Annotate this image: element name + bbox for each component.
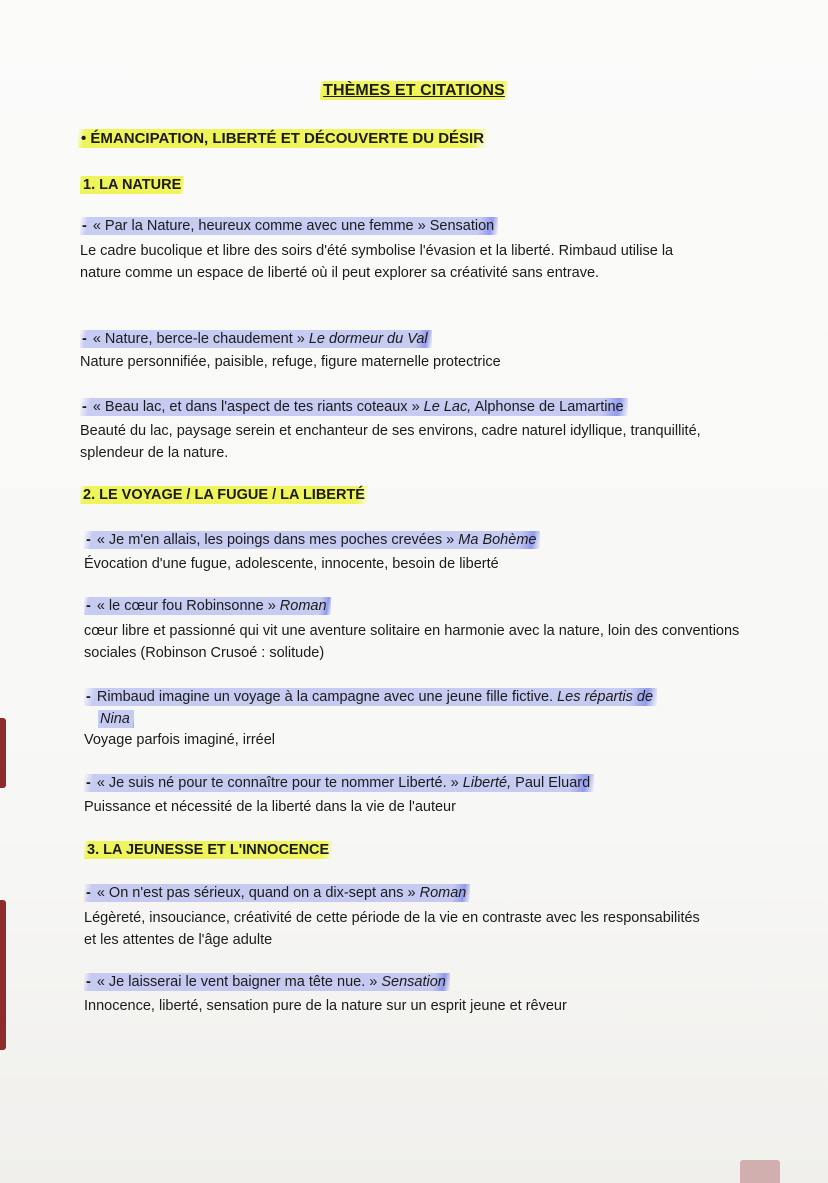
quote-explanation: Innocence, liberté, sensation pure de la nature sur un esprit jeune et rêveur [84, 998, 567, 1014]
page-edge-mark [740, 1160, 780, 1183]
quote-explanation: Nature personnifiée, paisible, refuge, figure maternelle protectrice [80, 354, 501, 370]
quote-item: - « Je suis né pour te connaître pour te nommer Liberté. » Liberté, Paul Eluard [84, 775, 594, 791]
quote-item: - « Je m'en allais, les poings dans mes poches crevées » Ma Bohème [84, 532, 540, 548]
page-title: THÈMES ET CITATIONS [0, 82, 828, 100]
quote-explanation: Le cadre bucolique et libre des soirs d'été symbolise l'évasion et la liberté. Rimbaud utilise la nature comme un espace de liberté où il peut explorer sa créativité sans entrave. [80, 243, 674, 281]
main-heading: • ÉMANCIPATION, LIBERTÉ ET DÉCOUVERTE DU DÉSIR [78, 130, 487, 147]
quote-explanation: Légèreté, insouciance, créativité de cette période de la vie en contraste avec les responsabilités et les attentes de l'âge adulte [84, 910, 700, 948]
quote-item: - « le cœur fou Robinsonne » Roman [84, 598, 331, 614]
quote-explanation: Puissance et nécessité de la liberté dans la vie de l'auteur [84, 799, 456, 815]
quote-item: - Rimbaud imagine un voyage à la campagne avec une jeune fille fictive. Les répartis de Nina [84, 686, 764, 730]
page-edge-mark [0, 900, 6, 1050]
quote-item: - « Par la Nature, heureux comme avec une femme » Sensation [80, 218, 498, 234]
quote-item: - « Nature, berce-le chaudement » Le dormeur du Val [80, 331, 432, 347]
section-heading-nature: 1. LA NATURE [80, 177, 184, 193]
quote-explanation: Évocation d'une fugue, adolescente, innocente, besoin de liberté [84, 556, 499, 572]
quote-explanation: Voyage parfois imaginé, irréel [84, 732, 276, 748]
page-edge-mark [0, 718, 6, 788]
quote-explanation: cœur libre et passionné qui vit une aventure solitaire en harmonie avec la nature, loin des conventions sociales (Robinson Crusoé : solitude) [84, 623, 740, 661]
quote-item: - « Je laisserai le vent baigner ma tête nue. » Sensation [84, 974, 450, 990]
section-heading-jeunesse: 3. LA JEUNESSE ET L'INNOCENCE [84, 842, 332, 858]
quote-item: - « On n'est pas sérieux, quand on a dix-sept ans » Roman [84, 885, 470, 901]
quote-explanation: Beauté du lac, paysage serein et enchanteur de ses environs, cadre naturel idyllique, tranquillité, splendeur de la nature. [80, 423, 701, 461]
section-heading-voyage: 2. LE VOYAGE / LA FUGUE / LA LIBERTÉ [80, 487, 368, 503]
quote-item: - « Beau lac, et dans l'aspect de tes riants coteaux » Le Lac, Alphonse de Lamartine [80, 399, 628, 415]
